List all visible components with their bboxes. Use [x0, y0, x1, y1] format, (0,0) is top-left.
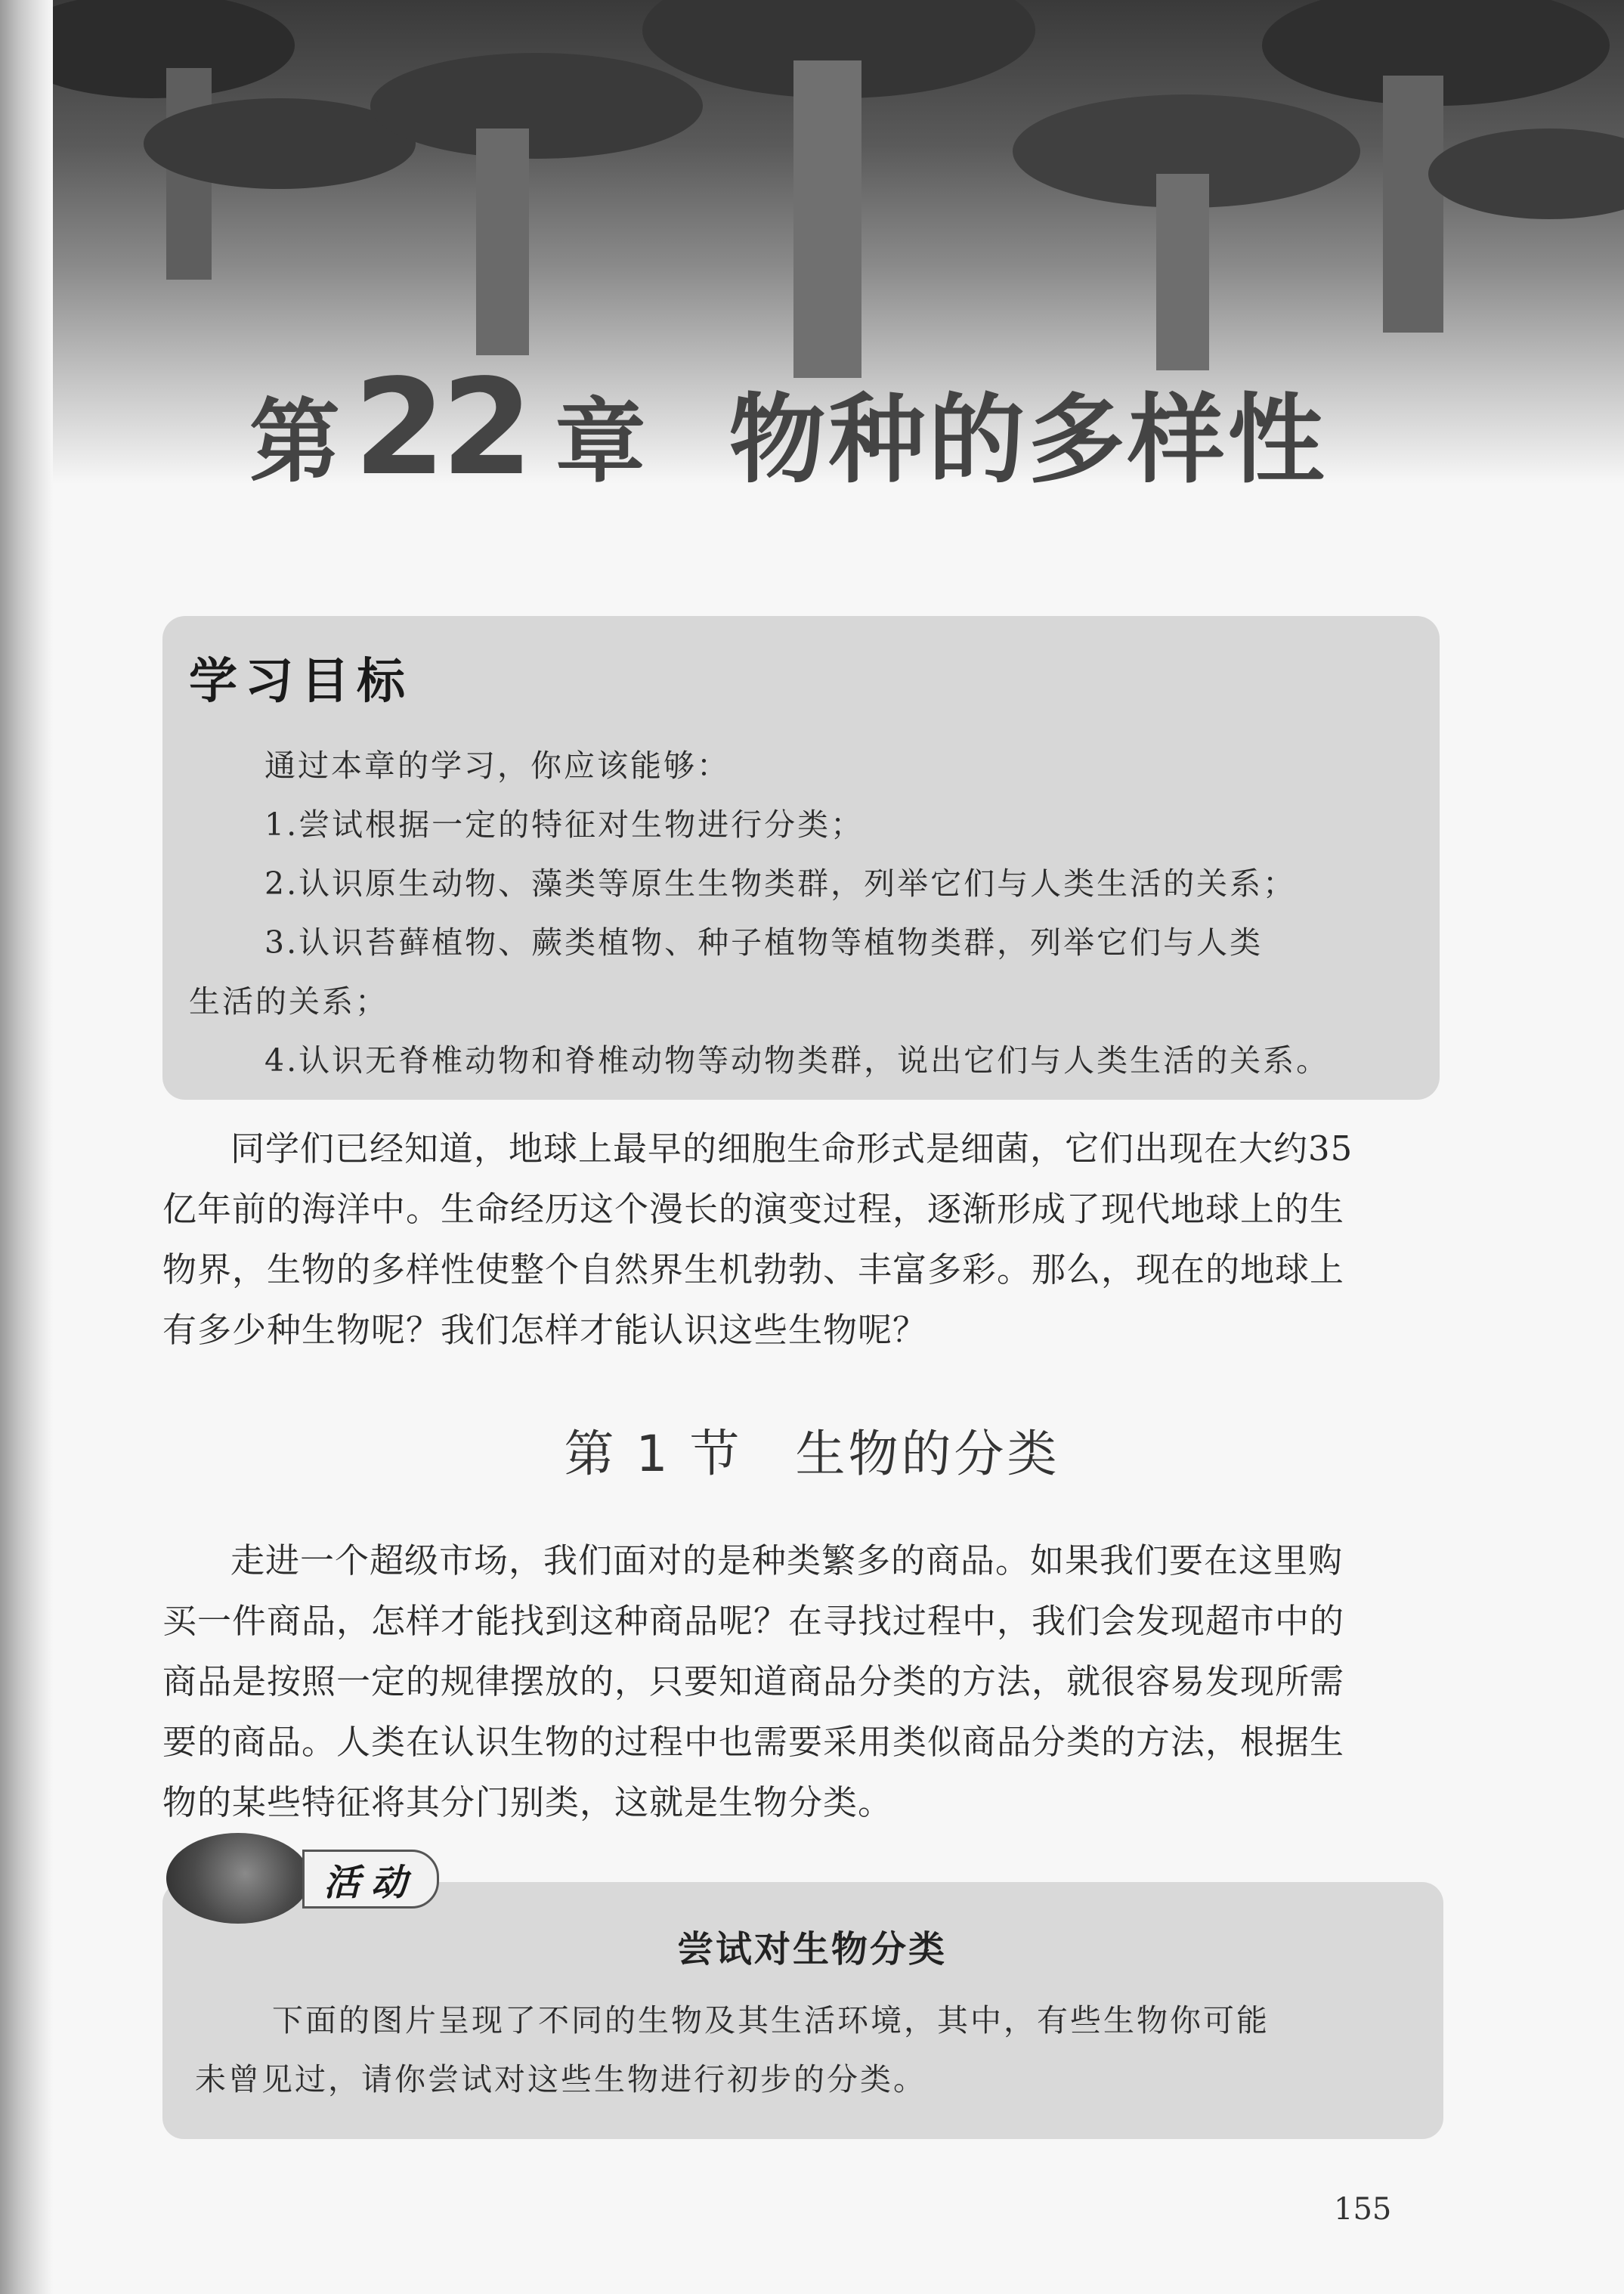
activity-line: 下面的图片呈现了不同的生物及其生活环境，其中，有些生物你可能: [272, 2002, 1270, 2039]
intro-line: 亿年前的海洋中。生命经历这个漫长的演变过程，逐渐形成了现代地球上的生: [162, 1189, 1345, 1229]
activity-label: 活动: [302, 1850, 439, 1909]
objective-line: 2.认识原生动物、藻类等原生生物类群，列举它们与人类生活的关系；: [264, 865, 1297, 902]
chapter-title: [249, 351, 1459, 503]
page-number: 155: [1334, 2192, 1392, 2227]
chapter-prefix: 第: [249, 390, 340, 495]
section-line: 买一件商品，怎样才能找到这种商品呢？在寻找过程中，我们会发现超市中的: [162, 1601, 1345, 1641]
section-paragraph: [162, 1531, 1344, 1833]
objective-line: 生活的关系；: [189, 983, 388, 1020]
section-line: 要的商品。人类在认识生物的过程中也需要采用类似商品分类的方法，根据生: [162, 1722, 1345, 1762]
chapter-name: 物种的多样性: [728, 384, 1328, 497]
learning-objectives-box: [162, 616, 1440, 1100]
section-number: 第 1 节: [564, 1425, 743, 1483]
activity-title: 尝试对生物分类: [676, 1928, 947, 1970]
intro-line: 同学们已经知道，地球上最早的细胞生命形式是细菌，它们出现在大约35: [230, 1128, 1353, 1169]
plant-photo-icon: [166, 1833, 310, 1924]
intro-line: 有多少种生物呢？我们怎样才能认识这些生物呢？: [162, 1310, 928, 1350]
intro-paragraph: [162, 1119, 1353, 1361]
objective-line: 3.认识苔藓植物、蕨类植物、种子植物等植物类群，列举它们与人类: [264, 924, 1264, 961]
section-name: 生物的分类: [795, 1425, 1060, 1483]
section-title: [0, 1413, 1624, 1485]
activity-line: 未曾见过，请你尝试对这些生物进行初步的分类。: [195, 2061, 926, 2097]
objective-line: 通过本章的学习，你应该能够：: [264, 748, 730, 784]
objectives-heading: 学习目标: [189, 654, 413, 710]
chapter-suffix: 章: [555, 390, 646, 495]
objective-line: 1.尝试根据一定的特征对生物进行分类；: [264, 806, 865, 843]
section-line: 商品是按照一定的规律摆放的，只要知道商品分类的方法，就很容易发现所需: [162, 1661, 1345, 1701]
objective-line: 4.认识无脊椎动物和脊椎动物等动物类群，说出它们与人类生活的关系。: [264, 1042, 1330, 1079]
chapter-number: 22: [354, 351, 529, 505]
section-line: 走进一个超级市场，我们面对的是种类繁多的商品。如果我们要在这里购: [230, 1540, 1344, 1580]
section-line: 物的某些特征将其分门别类，这就是生物分类。: [162, 1782, 893, 1822]
activity-badge: [166, 1833, 438, 1924]
intro-line: 物界，生物的多样性使整个自然界生机勃勃、丰富多彩。那么，现在的地球上: [162, 1249, 1345, 1289]
